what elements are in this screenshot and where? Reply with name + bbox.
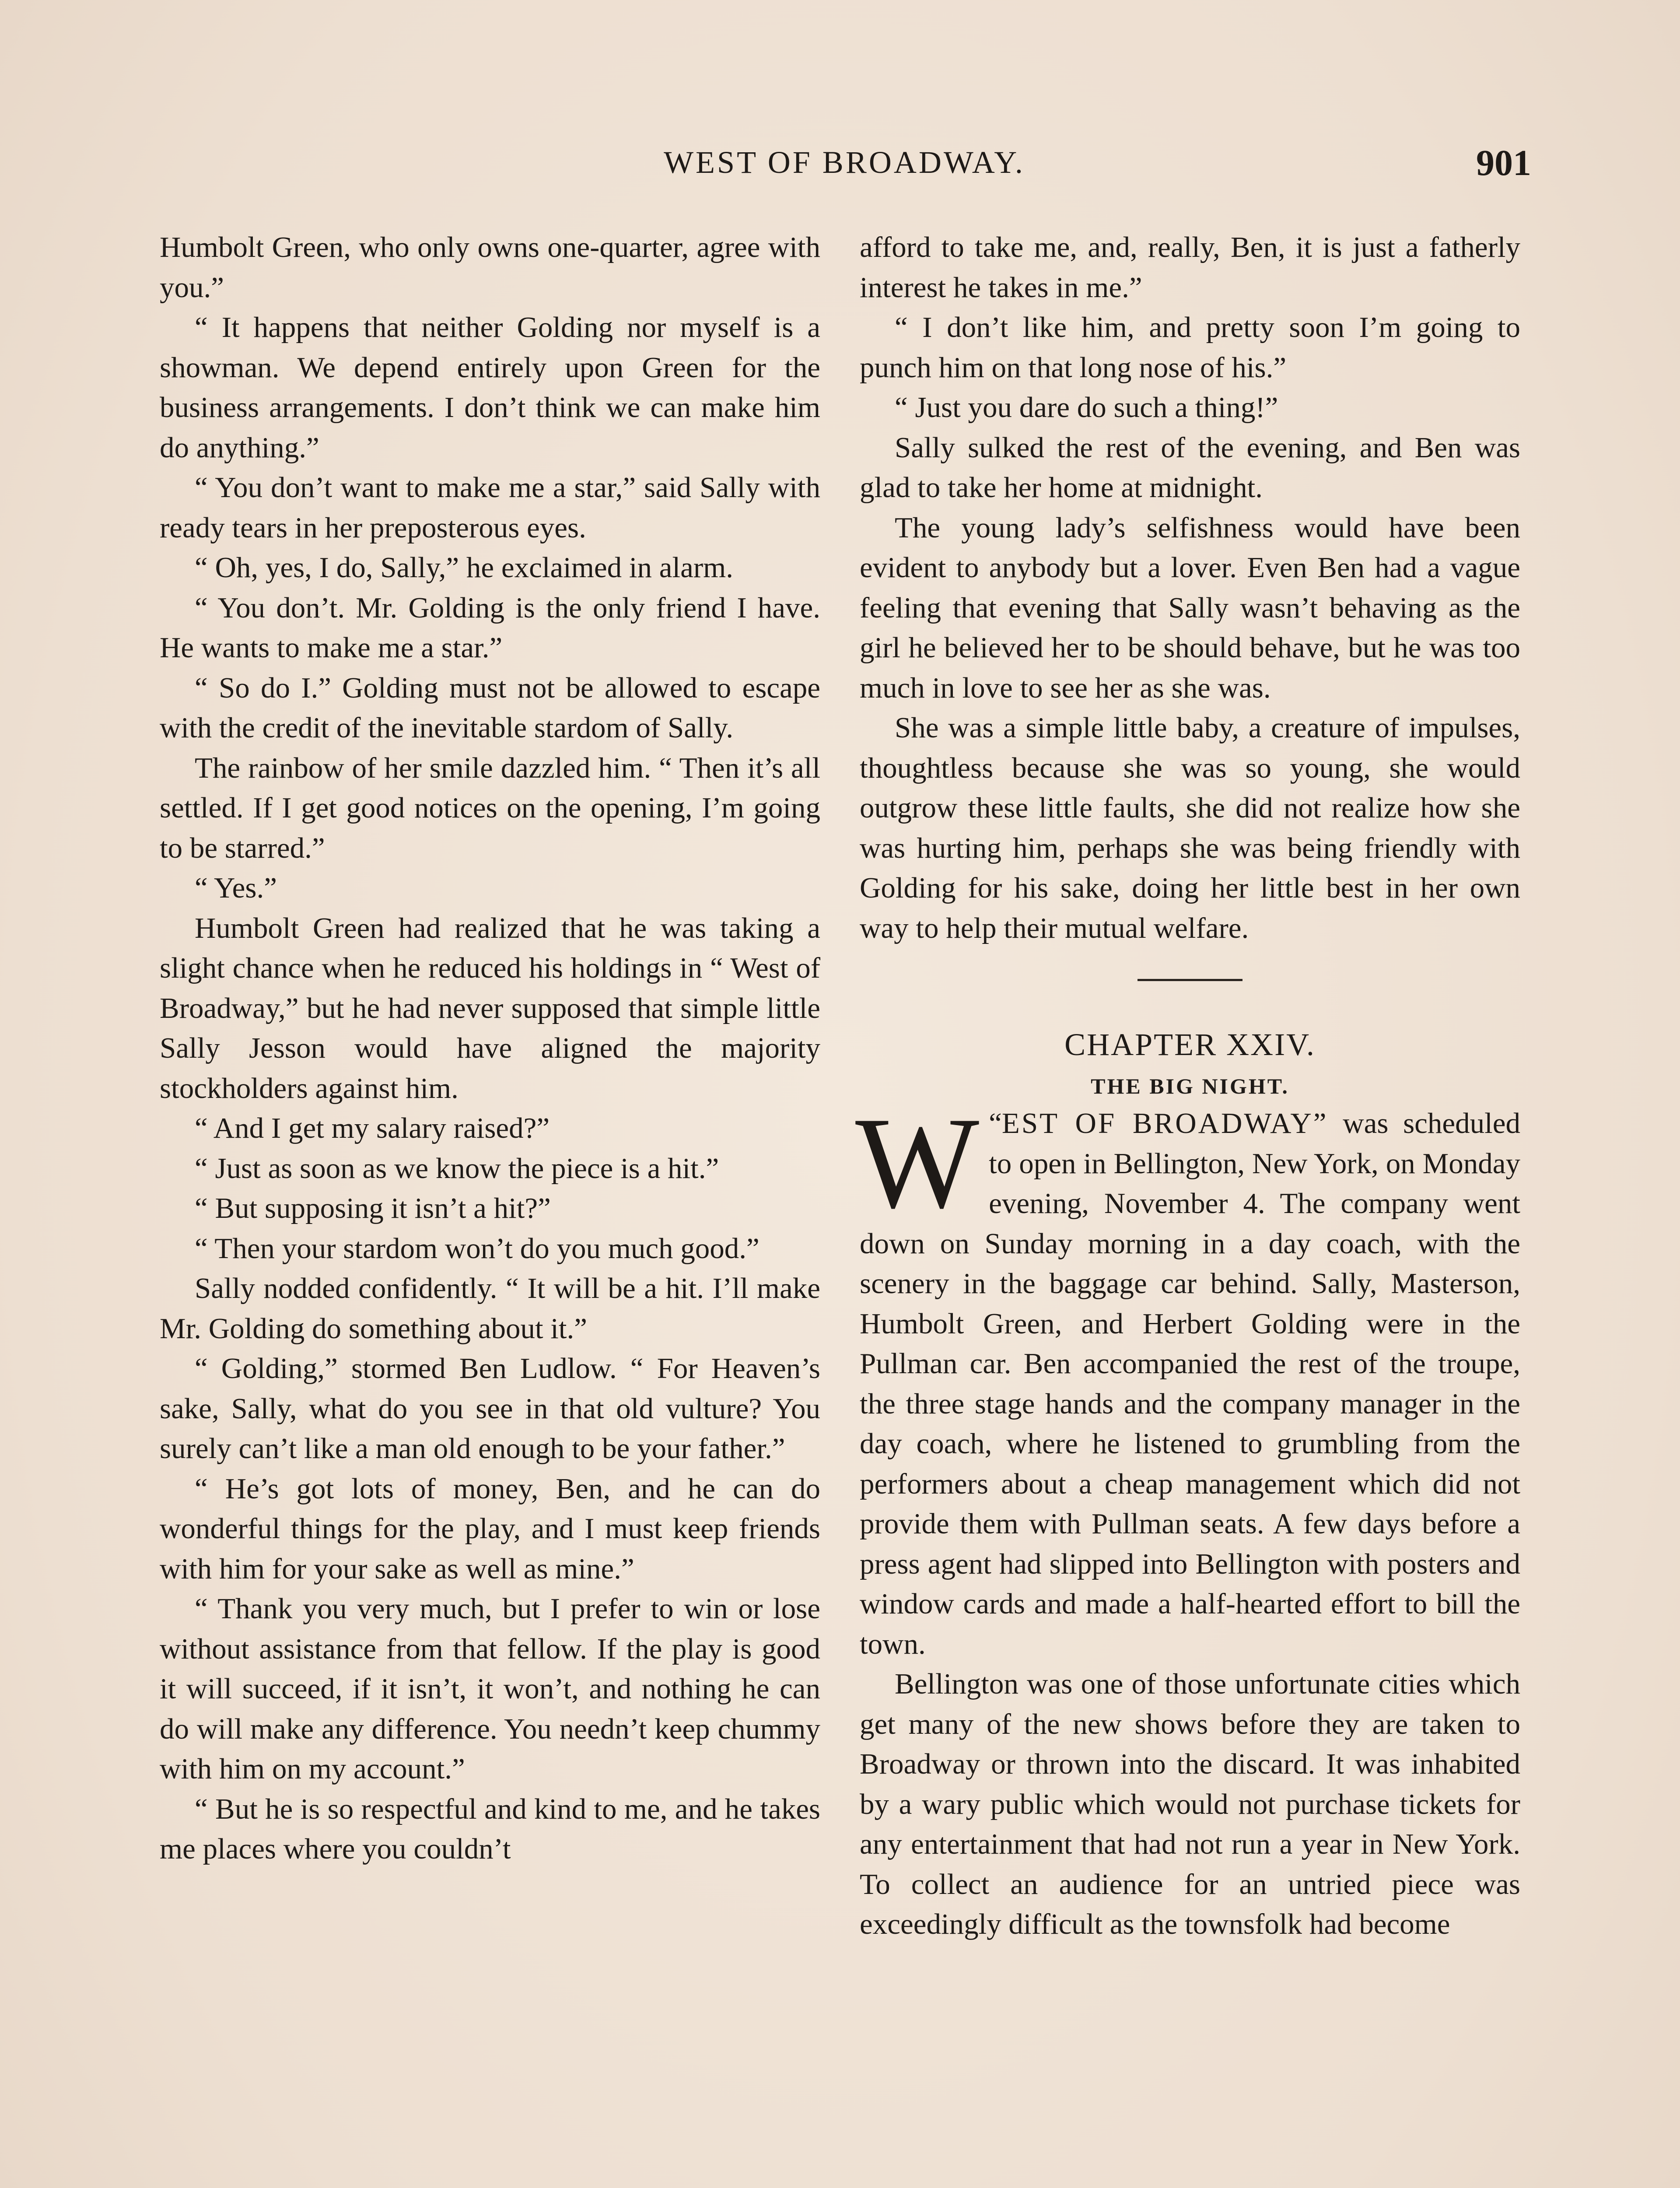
- paragraph: “ You don’t. Mr. Golding is the only friend I have. He wants to make me a star.”: [160, 591, 820, 664]
- chapter-subtitle: THE BIG NIGHT.: [1091, 1074, 1289, 1098]
- paragraph: “ Then your stardom won’t do you much good.”: [195, 1232, 760, 1265]
- right-column: [855, 228, 1520, 1945]
- paragraph: Sally nodded confidently. “ It will be a hit. I’ll make Mr. Golding do something about it.”: [160, 1272, 820, 1345]
- opening-lead-words: EST OF BROADWAY”: [1001, 1107, 1328, 1140]
- paragraph: She was a simple little baby, a creature of impulses, thoughtless because she was so young, she would outgrow these little faults, she did not realize how she was hurting him, perhaps she was being friendly with Golding for his sake, doing her little best in her own way to help their mutual welfare.: [860, 712, 1520, 944]
- page-header: [158, 144, 1531, 193]
- paragraph: Sally sulked the rest of the evening, and Ben was glad to take her home at midnight.: [860, 431, 1520, 504]
- chapter-opening: [855, 1090, 1520, 1664]
- paragraph: “ Yes.”: [195, 872, 277, 904]
- opening-quote-mark: “: [989, 1107, 1002, 1140]
- chapter-heading: CHAPTER XXIV.: [1064, 1027, 1316, 1062]
- paragraph: Humbolt Green had realized that he was taking a slight chance when he reduced his holdings in “ West of Broadway,” but he had never supposed that simple little Sally Jesson would have aligned the majority stockholders against him.: [160, 912, 820, 1105]
- paragraph: “ But supposing it isn’t a hit?”: [195, 1192, 551, 1224]
- paragraph: Bellington was one of those unfortunate cities which get many of the new shows before they are taken to Broadway or thrown into the discard. It was inhabited by a wary public which would not purchase tickets for any entertainment that had not run a year in New York. To collect an audience for an untried piece was exceedingly difficult as the townsfolk had become: [860, 1668, 1520, 1940]
- left-column: [160, 228, 820, 1869]
- paragraph: The young lady’s selfishness would have been evident to anybody but a lover. Even Ben had a vague feeling that evening that Sally wasn’t behaving as the girl he believed her to be should behave, but he was too much in love to see her as she was.: [860, 511, 1520, 704]
- paragraph: “ So do I.” Golding must not be allowed to escape with the credit of the inevitable stardom of Sally.: [160, 671, 820, 744]
- drop-cap: W: [855, 1090, 980, 1235]
- paragraph: “ He’s got lots of money, Ben, and he can do wonderful things for the play, and I must keep friends with him for your sake as well as mine.”: [160, 1472, 820, 1585]
- paragraph: The rainbow of her smile dazzled him. “ Then it’s all settled. If I get good notices on the opening, I’m going to be starred.”: [160, 751, 820, 864]
- running-title: WEST OF BROADWAY.: [664, 145, 1025, 180]
- paragraph: “ But he is so respectful and kind to me, and he takes me places where you couldn’t: [160, 1792, 820, 1865]
- paragraph: “ It happens that neither Golding nor myself is a showman. We depend entirely upon Green for the business arrangements. I don’t think we can make him do anything.”: [160, 311, 820, 464]
- paragraph: “ And I get my salary raised?”: [195, 1112, 550, 1144]
- opening-paragraph: [855, 1090, 1520, 1664]
- paragraph: “ Thank you very much, but I prefer to win or lose without assistance from that fellow. If the play is good it will succeed, if it isn’t, it won’t, and nothing he can do will make any difference. You needn’t keep chummy with him on my account.”: [160, 1592, 820, 1785]
- paragraph: afford to take me, and, really, Ben, it is just a fatherly interest he takes in me.”: [860, 231, 1520, 304]
- paragraph: “ I don’t like him, and pretty soon I’m going to punch him on that long nose of his.”: [860, 311, 1520, 384]
- section-divider: [1138, 979, 1242, 981]
- paragraph: “ Oh, yes, I do, Sally,” he exclaimed in alarm.: [195, 551, 734, 584]
- paragraph: “ Just as soon as we know the piece is a hit.”: [195, 1152, 719, 1185]
- paragraph: “ Golding,” stormed Ben Ludlow. “ For Heaven’s sake, Sally, what do you see in that old vulture? You surely can’t like a man old enough to be your father.”: [160, 1352, 820, 1465]
- paragraph: “ Just you dare do such a thing!”: [895, 391, 1278, 424]
- opening-text: was scheduled to open in Bellington, New York, on Monday evening, November 4. The company went down on Sunday morning in a day coach, with the scenery in the baggage car behind. Sally, Masterson, Humbolt Green, and Herbert Golding were in the Pullman car. Ben accompanied the rest of the troupe, the three stage hands and the company manager in the day coach, where he listened to grumbling from the performers about a cheap management which did not provide them with Pullman seats. A few days before a press agent had slipped into Bellington with posters and window cards and made a half-hearted effort to bill the town.: [860, 1107, 1520, 1660]
- paragraph: Humbolt Green, who only owns one-quarter, agree with you.”: [160, 231, 820, 304]
- page-number: 901: [1476, 143, 1531, 183]
- paragraph: “ You don’t want to make me a star,” said Sally with ready tears in her preposterous eyes.: [160, 471, 820, 544]
